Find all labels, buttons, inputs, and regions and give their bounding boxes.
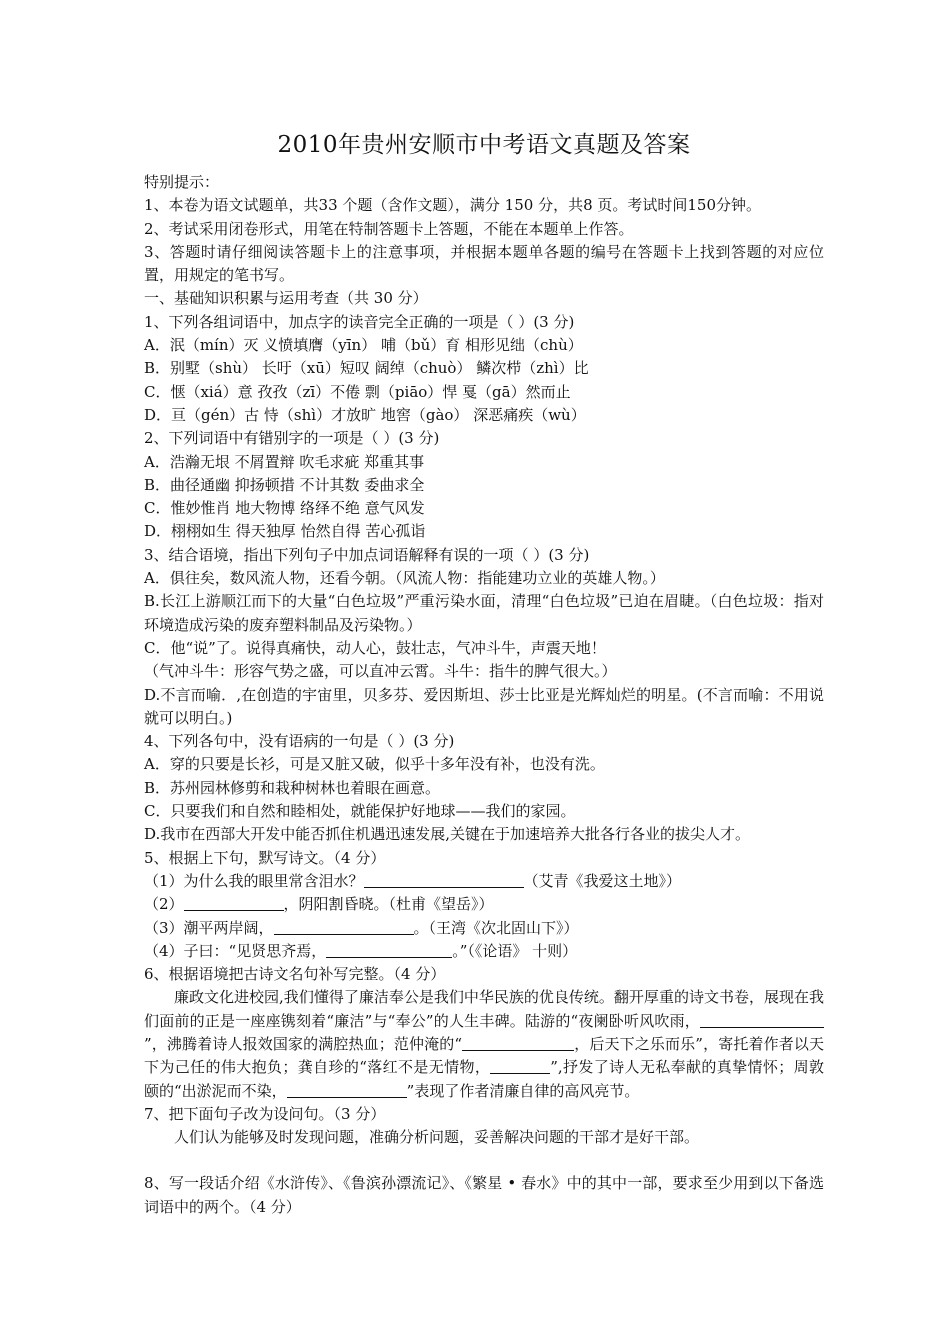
answer-blank[interactable]: [287, 1082, 407, 1098]
poem-line: [144, 940, 824, 963]
option: A．泯（mín）灭 义愤填膺（yīn） 哺（bǔ）育 相形见绌（chù）: [144, 336, 583, 355]
option: B．曲径通幽 抑扬顿措 不计其数 委曲求全: [144, 475, 425, 494]
notice-item: 1、本卷为语文试题单，共33 个题（含作文题），满分 150 分，共8 页。考试时间150分钟。: [144, 196, 762, 215]
poem-source: （艾青《我爱这土地》）: [523, 871, 682, 890]
answer-blank[interactable]: [274, 919, 414, 935]
poem-prompt: （2）: [144, 895, 184, 914]
question-stem: 2、下列词语中有错别字的一项是（ ）(3 分): [144, 429, 440, 448]
poem-prompt: （3）潮平两岸阔，: [144, 918, 274, 937]
option: D.不言而喻．,在创造的宇宙里，贝多芬、爱因斯坦、莎士比亚是光辉灿烂的明星。(不言而喻：不用说就可以明白。): [144, 685, 824, 727]
poem-line: [144, 870, 824, 893]
option: C．只要我们和自然和睦相处，就能保护好地球——我们的家园。: [144, 802, 576, 821]
option: D．亘（gén）古 恃（shì）才放旷 地窖（gào） 深恶痛疾（wù）: [144, 405, 586, 424]
passage-text: ”,抒发了诗人无私奉献的真挚情怀；周敦颐的“出淤泥而不染，: [144, 1058, 824, 1100]
question-stem: 8、写一段话介绍《水浒传》、《鲁滨孙漂流记》、《繁星 • 春水》中的其中一部，要求至少用到以下备选词语中的两个。（4 分）: [144, 1174, 824, 1216]
option: D.我市在西部大开发中能否抓住机遇迅速发展,关键在于加速培养大批各行各业的拔尖人才。: [144, 825, 751, 844]
poem-source: 。（王湾《次北固山下》）: [413, 918, 579, 937]
answer-blank[interactable]: [462, 1035, 574, 1051]
question-stem: 5、根据上下句，默写诗文。（4 分）: [144, 848, 386, 867]
question-stem: 7、把下面句子改为设问句。（3 分）: [144, 1104, 386, 1123]
page-title: 2010年贵州安顺市中考语文真题及答案: [277, 132, 691, 158]
passage: [144, 986, 824, 1102]
poem-prompt: （1）为什么我的眼里常含泪水？: [144, 871, 364, 890]
exam-page: [144, 126, 824, 1219]
poem-source: ，阴阳割昏晓。（杜甫《望岳》）: [283, 895, 494, 914]
poem-line: [144, 917, 824, 940]
option: A．穿的只要是长衫，可是又脏又破，似乎十多年没有补，也没有洗。: [144, 755, 605, 774]
option: A．浩瀚无垠 不屑置辩 吹毛求疵 郑重其事: [144, 452, 425, 471]
question-stem: 1、下列各组词语中，加点字的读音完全正确的一项是（ ）(3 分): [144, 312, 575, 331]
poem-line: [144, 893, 824, 916]
notice-item: 2、考试采用闭卷形式，用笔在特制答题卡上答题，不能在本题单上作答。: [144, 219, 634, 238]
section-heading: 一、基础知识积累与运用考查（共 30 分）: [144, 289, 428, 308]
question-stem: 3、结合语境，指出下列句子中加点词语解释有误的一项（ ）(3 分): [144, 545, 590, 564]
option: D．栩栩如生 得天独厚 怡然自得 苦心孤诣: [144, 522, 426, 541]
notice-item: 3、答题时请仔细阅读答题卡上的注意事项，并根据本题单各题的编号在答题卡上找到答题的对应位置，用规定的笔书写。: [144, 242, 824, 285]
poem-source: 。”（《论语》 十则）: [452, 941, 578, 960]
question-body: 人们认为能够及时发现问题，准确分析问题，妥善解决问题的干部才是好干部。: [174, 1128, 700, 1147]
answer-blank[interactable]: [364, 872, 524, 888]
option: B．别墅（shù） 长吁（xū）短叹 阔绰（chuò） 鳞次栉（zhì）比: [144, 359, 589, 378]
option: C．他“说”了。说得真痛快，动人心，鼓壮志，气冲斗牛，声震天地！: [144, 638, 606, 657]
passage-text: ”表现了作者清廉自律的高风亮节。: [406, 1081, 640, 1100]
option: C．惟妙惟肖 地大物博 络绎不绝 意气风发: [144, 499, 425, 518]
answer-blank[interactable]: [184, 895, 284, 911]
passage-text: ，后天下之乐而乐”，寄托着作者以天下为己任的伟大抱负；龚自珍的“落红不是无情物，: [144, 1034, 824, 1077]
passage-text: 廉政文化进校园,我们懂得了廉洁奉公是我们中华民族的优良传统。翻开厚重的诗文书卷，展现在我们面前的正是一座座镌刻着“廉洁”与“奉公”的人生丰碑。陆游的“夜阑卧听风吹雨，: [144, 988, 824, 1030]
option: C．惬（xiá）意 孜孜（zī）不倦 剽（piāo）悍 戛（gā）然而止: [144, 382, 571, 401]
answer-blank[interactable]: [490, 1058, 550, 1074]
option-note: （气冲斗牛：形容气势之盛，可以直冲云霄。斗牛：指牛的脾气很大。）: [144, 662, 617, 681]
question-stem: 4、下列各句中，没有语病的一句是（ ）(3 分): [144, 732, 455, 751]
poem-prompt: （4）子曰：“见贤思齐焉，: [144, 941, 327, 960]
option: B．苏州园林修剪和栽种树林也着眼在画意。: [144, 778, 441, 797]
answer-blank[interactable]: [326, 942, 452, 958]
passage-text: ”，沸腾着诗人报效国家的满腔热血；范仲淹的“: [144, 1034, 463, 1053]
question-stem: 6、根据语境把古诗文名句补写完整。（4 分）: [144, 965, 446, 984]
spacer: [144, 1149, 824, 1172]
option: A．俱往矣，数风流人物，还看今朝。（风流人物：指能建功立业的英雄人物。）: [144, 569, 665, 588]
answer-blank[interactable]: [700, 1012, 824, 1028]
option: B.长江上游顺江而下的大量“白色垃圾”严重污染水面，清理“白色垃圾”已迫在眉睫。（白色垃圾：指对环境造成污染的废弃塑料制品及污染物。）: [144, 592, 824, 634]
notice-heading: 特别提示：: [144, 173, 220, 191]
